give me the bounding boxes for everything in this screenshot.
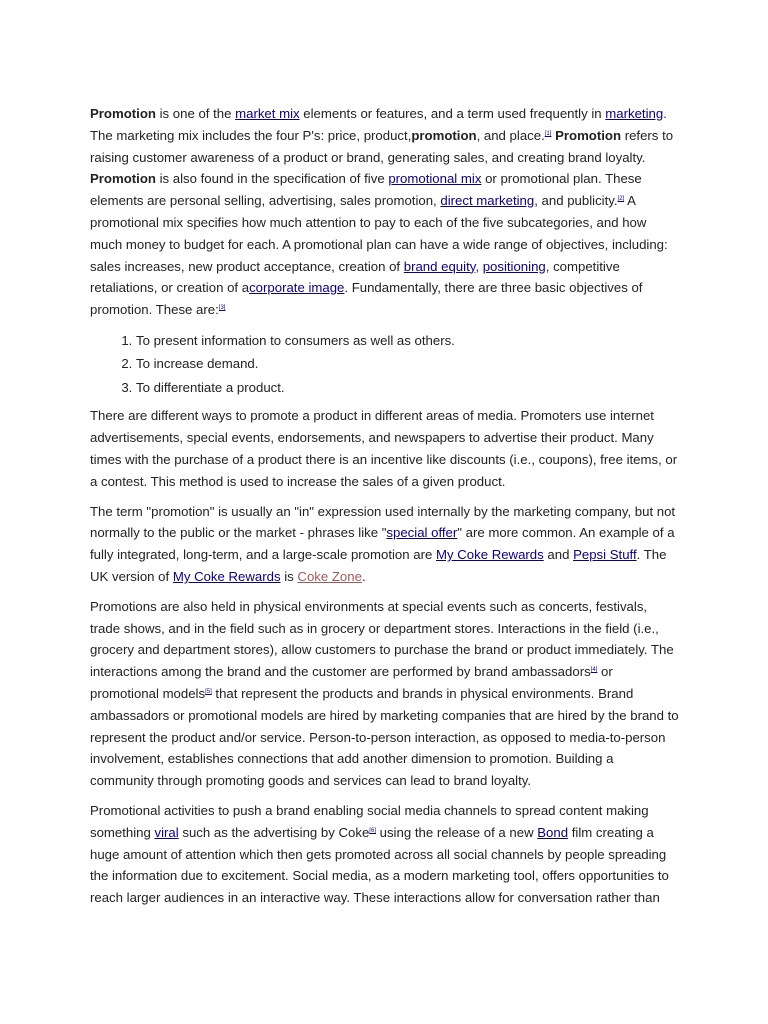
link-coke-zone[interactable]: Coke Zone [297,569,362,585]
bold-term: Promotion [90,106,156,121]
objectives-list [90,329,680,400]
list-item: 3. To differentiate a product. [136,376,680,400]
citation-link-2[interactable]: [2] [617,196,625,203]
link-positioning[interactable]: positioning [482,258,546,274]
paragraph-social [90,800,680,909]
text-run: Promotions are also held in physical environments at special events such as concerts, festivals, trade shows, and in the field such as in grocery or department stores. Interactions in the field (i.e., grocery and department stores), allow customers to purchase the brand or product immediately. The interactions among the brand and the customer are performed by brand ambassadors [90,598,674,680]
text-run: and [543,547,574,563]
text-run: . The marketing mix includes the four P's: price, product, [90,106,667,143]
link-pepsi-stuff[interactable]: Pepsi Stuff [573,547,637,563]
bold-term: Promotion [555,127,622,143]
link-viral[interactable]: viral [154,824,179,840]
text-run: , and publicity. [534,193,618,209]
citation-3 [219,305,226,311]
link-marketing[interactable]: marketing [605,106,664,121]
text-run: refers to raising customer awareness of a product or brand, generating sales, and creating brand loyalty. [90,127,674,165]
link-my-coke-rewards[interactable]: My Coke Rewards [436,547,544,563]
text-run: . The UK version of [90,547,667,585]
link-corporate-image[interactable]: corporate image [249,280,345,296]
text-run: using the release of a new [375,824,538,840]
text-run: , competitive retaliations, or creation of a [90,258,620,296]
paragraph-intro [90,103,680,321]
paragraph-media: There are different ways to promote a product in different areas of media. Promoters use internet advertisements, special events, endorsements, and newspapers to advertise their product. Many times with the purchase of a product there is an incentive like discounts (i.e., coupons), free items, or a contest. This method is used to increase the sales of a given product. [90,408,678,489]
text-run: , [475,258,483,274]
link-special-offer[interactable]: special offer [386,525,458,541]
text-run: . [361,569,366,585]
text-run: is also found in the specification of five [155,171,389,187]
text-run: or promotional models [90,664,613,702]
citation-link-5[interactable]: [5] [205,689,212,696]
citation-link-1[interactable]: [1] [544,130,552,137]
article-body [90,103,680,917]
text-run: " are more common. An example of a fully integrated, long-term, and a large-scale promotion are [90,525,675,563]
list-item: 2. To increase demand. [136,352,680,376]
bold-term: promotion [411,127,477,143]
text-run: . Fundamentally, there are three basic objectives of promotion. These are: [90,280,643,318]
text-run: is [280,569,298,585]
text-run: Promotional activities to push a brand enabling social media channels to spread content making something [90,803,649,840]
link-promotional-mix[interactable]: promotional mix [388,171,482,187]
paragraph-physical [90,596,680,792]
citation-6 [369,828,376,834]
paragraph-term [90,501,680,588]
citation-link-3[interactable]: [3] [218,305,226,312]
link-market-mix[interactable]: market mix [235,106,300,121]
text-run: A promotional mix specifies how much attention to pay to each of the five subcategories, and how much money to budget for each. A promotional plan can have a wide range of objectives, including: sales increases, new product acceptance, creation of [90,193,668,274]
text-run: that represent the products and brands in physical environments. Brand ambassadors or promotional models are hired by marketing companies that are hired by the brand to represent the product and/or service. Person-to-person interaction, as opposed to media-to-person involvement, establishes connections that add another dimension to promotion. Building a community through promoting goods and services can lead to brand loyalty. [90,686,679,789]
link-direct-marketing[interactable]: direct marketing [440,193,535,209]
text-run: such as the advertising by Coke [178,824,370,840]
text-run: is one of the [155,106,236,121]
text-run: film creating a huge amount of attention which then gets promoted across all social channels by people spreading the information due to excitement. Social media, as a modern marketing tool, offers opportunities to reach larger audiences in an interactive way. These interactions allow for conversation rather than [90,824,669,906]
citation-link-6[interactable]: [6] [369,827,376,834]
citation-link-4[interactable]: [4] [590,667,598,674]
text-run: The term "promotion" is usually an "in" expression used internally by the marketing company, but not normally to the public or the market - phrases like " [90,503,676,541]
text-run: , and place. [476,127,545,143]
text-run: or promotional plan. These elements are personal selling, advertising, sales promotion, [90,171,642,209]
bold-term: Promotion [90,171,156,187]
list-item: 1. To present information to consumers as well as others. [136,329,680,353]
citation-5 [205,689,212,695]
link-my-coke-rewards-uk[interactable]: My Coke Rewards [172,569,281,585]
text-run: elements or features, and a term used frequently in [299,106,606,121]
link-bond[interactable]: Bond [537,824,569,840]
link-brand-equity[interactable]: brand equity [403,258,476,274]
